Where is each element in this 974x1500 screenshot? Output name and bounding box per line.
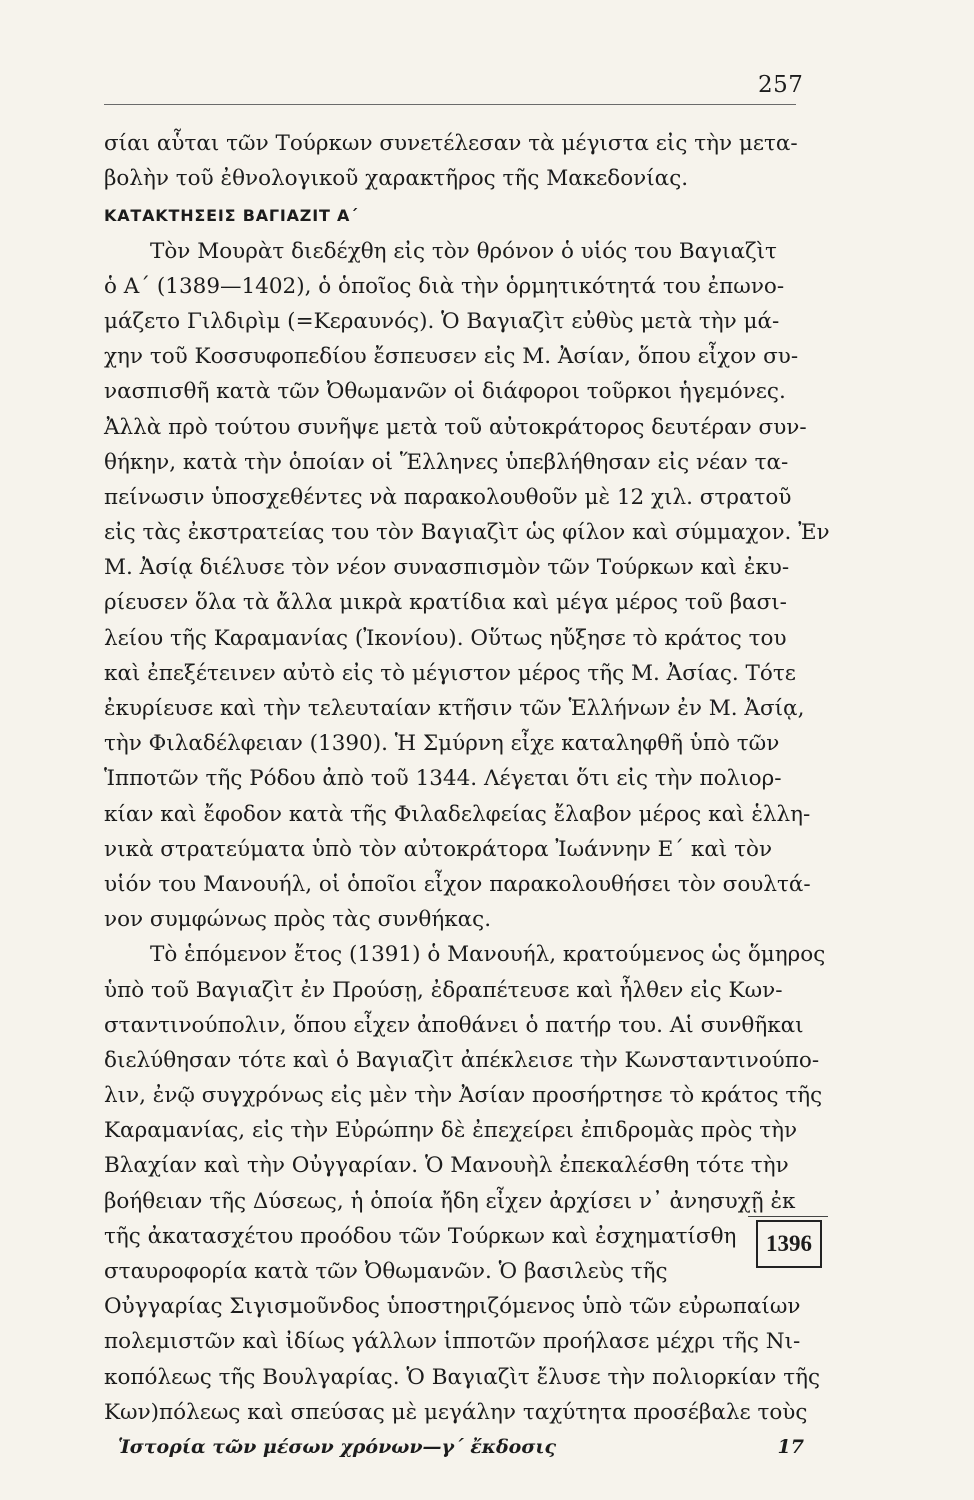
text-line: ὑπὸ τοῦ Βαγιαζὶτ ἐν Προύσῃ, ἐδραπέτευσε καὶ ἦλθεν εἰς Κων- [104,977,783,1003]
margin-year-box: 1396 [756,1220,822,1268]
header-rule [104,104,796,105]
text-line: νασπισθῆ κατὰ τῶν Ὀθωμανῶν οἱ διάφοροι τοῦρκοι ἡγεμόνες. [104,379,786,405]
text-line: Μ. Ἀσίᾳ διέλυσε τὸν νέον συνασπισμὸν τῶν Τούρκων καὶ ἐκυ- [104,555,790,581]
text-line: διελύθησαν τότε καὶ ὁ Βαγιαζὶτ ἀπέκλεισε τὴν Κωνσταντινούπο- [104,1047,820,1073]
text-line: τὴν Φιλαδέλφειαν (1390). Ἡ Σμύρνη εἶχε καταληφθῆ ὑπὸ τῶν [104,731,780,757]
text-line: ἐκυρίευσε καὶ τὴν τελευταίαν κτῆσιν τῶν Ἑλλήνων ἐν Μ. Ἀσίᾳ, [104,696,805,721]
text-line: πείνωσιν ὑποσχεθέντες νὰ παρακολουθοῦν μὲ 12 χιλ. στρατοῦ [104,484,792,510]
text-line: νικὰ στρατεύματα ὑπὸ τὸν αὐτοκράτορα Ἰωάννην Ε΄ καὶ τὸν [104,836,773,862]
text-line: κίαν καὶ ἔφοδον κατὰ τῆς Φιλαδελφείας ἔλαβον μέρος καὶ ἑλλη- [104,801,811,827]
page-number: 257 [758,72,804,98]
text-line: Τὸν Μουρὰτ διεδέχθη εἰς τὸν θρόνον ὁ υἱός του Βαγιαζὶτ [150,238,777,264]
text-line: Καραμανίας, εἰς τὴν Εὐρώπην δὲ ἐπεχείρει ἐπιδρομὰς πρὸς τὴν [104,1118,798,1144]
page-footer [104,1430,804,1465]
text-line: σταντινούπολιν, ὅπου εἶχεν ἀποθάνει ὁ πατήρ του. Αἱ συνθῆκαι [104,1012,804,1038]
body-text [104,126,830,1465]
text-line: νον συμφώνως πρὸς τὰς συνθήκας. [104,907,492,933]
text-line: σταυροφορία κατὰ τῶν Ὀθωμανῶν. Ὁ βασιλεὺς τῆς [104,1259,668,1284]
text-line: υἱόν του Μανουήλ, οἱ ὁποῖοι εἶχον παρακολουθήσει τὸν σουλτά- [104,871,811,897]
text-line: Κων)πόλεως καὶ σπεύσας μὲ μεγάλην ταχύτητα προσέβαλε τοὺς [104,1399,808,1425]
footer-title: Ἱστορία τῶν μέσων χρόνων—γ΄ ἔκδοσις [118,1435,557,1458]
footer-signature: 17 [777,1435,804,1458]
text-line: ρίευσεν ὅλα τὰ ἄλλα μικρὰ κρατίδια καὶ μέγα μέρος τοῦ βασι- [104,590,787,616]
text-line: θήκην, κατὰ τὴν ὁποίαν οἱ Ἕλληνες ὑπεβλήθησαν εἰς νέαν τα- [104,449,789,475]
section-heading: ΚΑΤΑΚΤΗΣΕΙΣ ΒΑΓΙΑΖΙΤ Α΄ [104,206,359,226]
margin-year-rule [748,1216,828,1217]
text-line: χην τοῦ Κοσσυφοπεδίου ἔσπευσεν εἰς Μ. Ἀσίαν, ὅπου εἶχον συ- [104,344,799,370]
text-line: Τὸ ἑπόμενον ἔτος (1391) ὁ Μανουήλ, κρατούμενος ὡς ὅμηρος [150,942,826,968]
text-line: σίαι αὗται τῶν Τούρκων συνετέλεσαν τὰ μέγιστα εἰς τὴν μετα- [104,131,798,156]
text-line: τῆς ἀκατασχέτου προόδου τῶν Τούρκων καὶ ἐσχηματίσθη [104,1223,737,1249]
text-line: βοήθειαν τῆς Δύσεως, ἡ ὁποία ἤδη εἶχεν ἀρχίσει ν᾽ ἀνησυχῇ ἐκ [104,1188,796,1214]
text-line: λιν, ἐνῷ συγχρόνως εἰς μὲν τὴν Ἀσίαν προσήρτησε τὸ κράτος τῆς [104,1083,823,1109]
text-line: Ἀλλὰ πρὸ τούτου συνῆψε μετὰ τοῦ αὐτοκράτορος δευτέραν συν- [104,414,807,440]
text-line: Ἱπποτῶν τῆς Ρόδου ἀπὸ τοῦ 1344. Λέγεται ὅτι εἰς τὴν πολιορ- [104,766,782,792]
text-line: Οὐγγαρίας Σιγισμοῦνδος ὑποστηριζόμενος ὑπὸ τῶν εὐρωπαίων [104,1294,801,1320]
text-line: καὶ ἐπεξέτεινεν αὐτὸ εἰς τὸ μέγιστον μέρος τῆς Μ. Ἀσίας. Τότε [104,660,796,686]
text-line: κοπόλεως τῆς Βουλγαρίας. Ὁ Βαγιαζὶτ ἔλυσε τὴν πολιορκίαν τῆς [104,1364,821,1390]
text-line: εἰς τὰς ἐκστρατείας του τὸν Βαγιαζὶτ ὡς φίλον καὶ σύμμαχον. Ἐν [104,520,830,546]
text-line: μάζετο Γιλδιρὶμ (=Κεραυνός). Ὁ Βαγιαζὶτ εὐθὺς μετὰ τὴν μά- [104,308,780,334]
text-line: Βλαχίαν καὶ τὴν Οὐγγαρίαν. Ὁ Μανουὴλ ἐπεκαλέσθη τότε τὴν [104,1153,789,1179]
text-line: ὁ Α΄ (1389—1402), ὁ ὁποῖος διὰ τὴν ὁρμητικότητά του ἐπωνο- [104,273,785,299]
text-line: πολεμιστῶν καὶ ἰδίως γάλλων ἱπποτῶν προήλασε μέχρι τῆς Νι- [104,1329,801,1355]
text-line: βολὴν τοῦ ἐθνολογικοῦ χαρακτῆρος τῆς Μακεδονίας. [104,166,689,192]
text-line: λείου τῆς Καραμανίας (Ἰκονίου). Οὕτως ηὔξησε τὸ κράτος του [104,625,787,651]
